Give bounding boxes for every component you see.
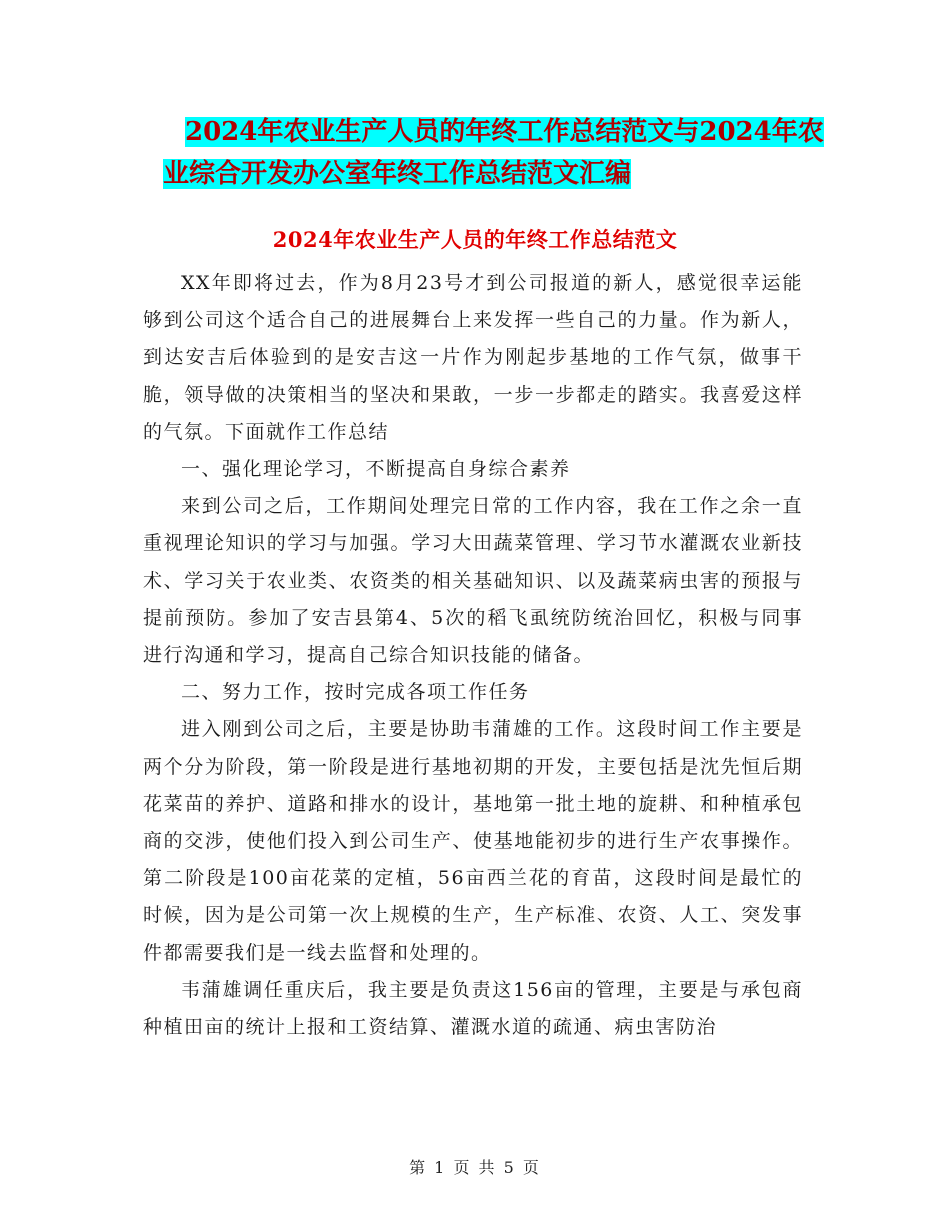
section-title: 2024年农业生产人员的年终工作总结范文 <box>272 227 678 252</box>
paragraph-study: 来到公司之后，工作期间处理完日常的工作内容，我在工作之余一直重视理论知识的学习与加强。学习大田蔬菜管理、学习节水灌溉农业新技术、学习关于农业类、农资类的相关基础知识、以及蔬菜病虫害的预报与提前预防。参加了安吉县第4、5次的稻飞虱统防统治回忆，积极与同事进行沟通和学习，提高自己综合知识技能的储备。 <box>143 495 803 667</box>
paragraph-intro: XX年即将过去，作为8月23号才到公司报道的新人，感觉很幸运能够到公司这个适合自己的进展舞台上来发挥一些自己的力量。作为新人，到达安吉后体验到的是安吉这一片作为刚起步基地的工作气氛，做事干脆，领导做的决策相当的坚决和果敢，一步一步都走的踏实。我喜爱这样的气氛。下面就作工作总结 <box>143 272 803 443</box>
document-title <box>163 111 825 195</box>
title-line-1: 2024年农业生产人员的年终工作总结范文与2024年农 <box>185 117 824 147</box>
paragraph-management: 韦蒲雄调任重庆后，我主要是负责这156亩的管理，主要是与承包商种植田亩的统计上报和工资结算、灌溉水道的疏通、病虫害防治 <box>143 978 803 1039</box>
title-line-2: 业综合开发办公室年终工作总结范文汇编 <box>163 159 632 189</box>
document-body <box>143 265 803 1046</box>
page-footer: 第 1 页 共 5 页 <box>409 1158 541 1177</box>
paragraph-work: 进入刚到公司之后，主要是协助韦蒲雄的工作。这段时间工作主要是两个分为阶段，第一阶段是进行基地初期的开发，主要包括是沈先恒后期花菜苗的养护、道路和排水的设计，基地第一批土地的旋耕、和种植承包商的交涉，使他们投入到公司生产、使基地能初步的进行生产农事操作。第二阶段是100亩花菜的定植，56亩西兰花的育苗，这段时间是最忙的时候，因为是公司第一次上规模的生产，生产标准、农资、人工、突发事件都需要我们是一线去监督和处理的。 <box>143 718 803 964</box>
heading-2: 二、努力工作，按时完成各项工作任务 <box>181 681 530 704</box>
heading-1: 一、强化理论学习，不断提高自身综合素养 <box>181 458 571 481</box>
